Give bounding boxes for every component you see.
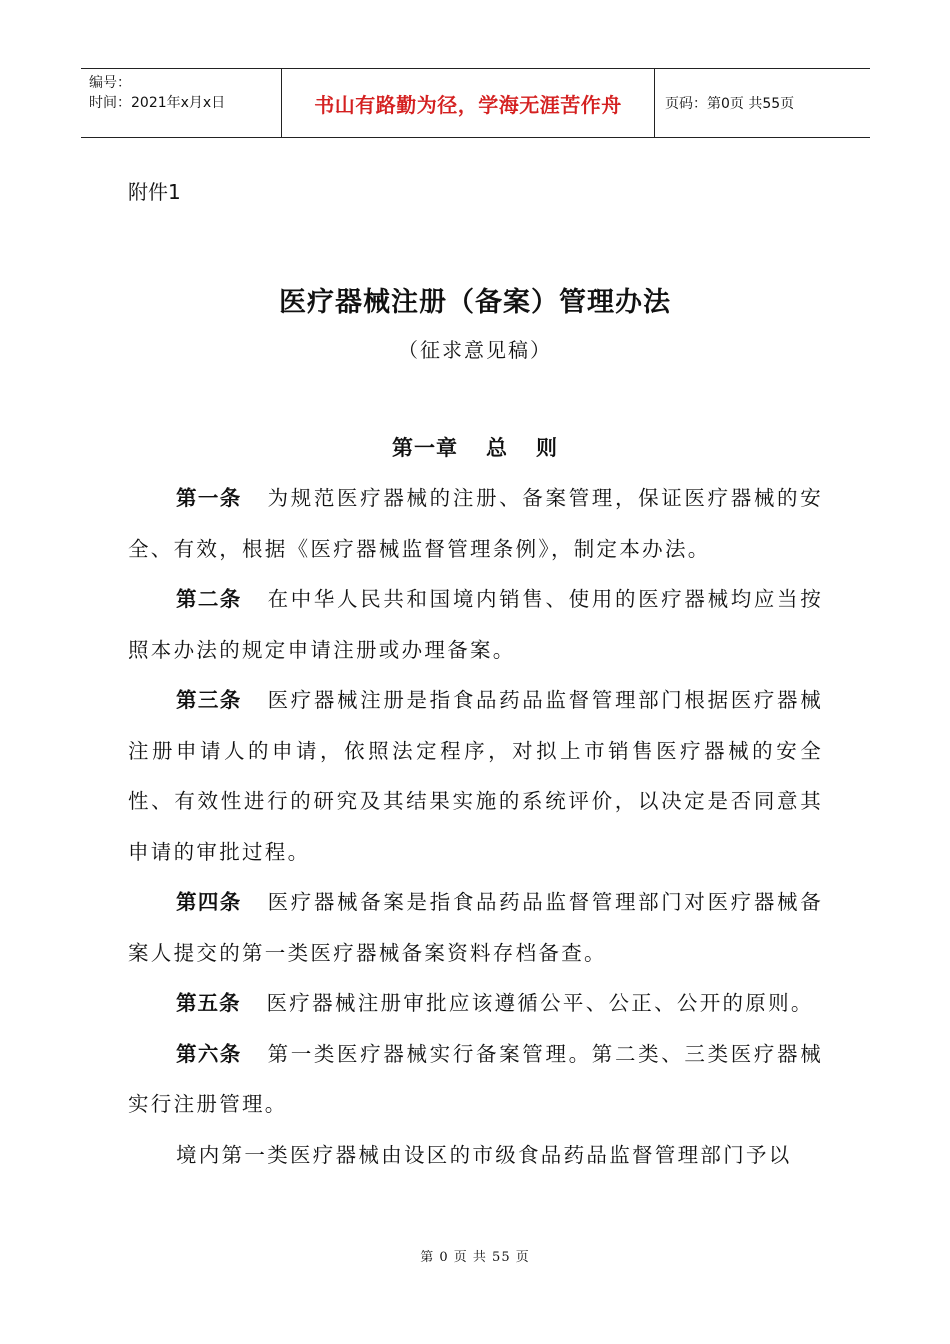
attachment-label: 附件1: [128, 180, 181, 204]
date-label: 时间：2021年x月x日: [89, 95, 226, 111]
article-text: 医疗器械注册审批应该遵循公平、公正、公开的原则。: [266, 991, 814, 1015]
chapter-number: 第一章: [392, 436, 458, 460]
chapter-heading: [0, 432, 950, 462]
article-text: 为规范医疗器械的注册、备案管理，保证医疗器械的安全、有效，根据《医疗器械监督管理条例》，制定本办法。: [128, 486, 824, 561]
document-title: 医疗器械注册（备案）管理办法: [279, 287, 671, 318]
article-label: 第六条: [176, 1041, 242, 1066]
trailing-paragraph: 境内第一类医疗器械由设区的市级食品药品监督管理部门予以: [176, 1142, 792, 1167]
chapter-name-2: 则: [536, 436, 558, 460]
header-motto: 书山有路勤为径，学海无涯苦作舟: [282, 69, 655, 137]
article-label: 第一条: [176, 486, 242, 510]
page-footer: 第 0 页 共 55 页: [420, 1250, 530, 1265]
article-label: 第二条: [176, 587, 242, 611]
document-body: [128, 473, 823, 1180]
article-3: [128, 675, 823, 877]
article-6: [128, 1029, 823, 1130]
article-text: 第一类医疗器械实行备案管理。第二类、三类医疗器械实行注册管理。: [128, 1041, 824, 1116]
article-1: [128, 473, 823, 574]
code-label: 编号：: [89, 75, 131, 91]
header-page-info: 页码：第0页 共55页: [665, 96, 795, 112]
article-label: 第四条: [176, 890, 242, 914]
article-label: 第五条: [176, 991, 241, 1015]
article-text: 医疗器械注册是指食品药品监督管理部门根据医疗器械注册申请人的申请，依照法定程序，对拟上市销售医疗器械的安全性、有效性进行的研究及其结果实施的系统评价，以决定是否同意其申请的审批过程。: [128, 688, 824, 864]
document-subtitle: （征求意见稿）: [398, 338, 552, 362]
article-text: 医疗器械备案是指食品药品监督管理部门对医疗器械备案人提交的第一类医疗器械备案资料存档备查。: [128, 890, 824, 965]
article-4: [128, 877, 823, 978]
article-2: [128, 574, 823, 675]
header-meta: [81, 69, 282, 137]
article-5: [128, 978, 823, 1029]
chapter-name-1: 总: [486, 436, 508, 460]
header-table: [81, 68, 870, 138]
article-label: 第三条: [176, 688, 242, 712]
article-text: 在中华人民共和国境内销售、使用的医疗器械均应当按照本办法的规定申请注册或办理备案。: [128, 587, 824, 662]
